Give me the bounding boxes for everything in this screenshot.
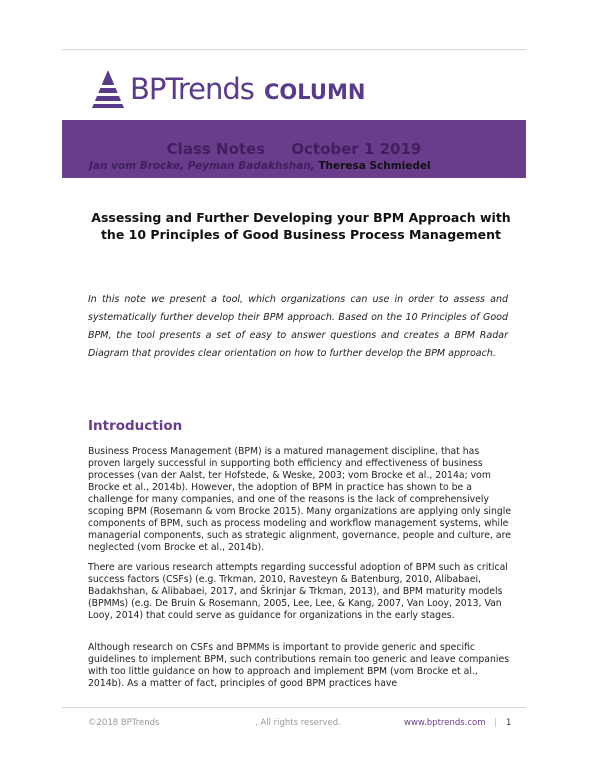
banner-heading: Class Notes October 1 2019 <box>166 140 422 158</box>
authors-main: Jan vom Brocke, Peyman Badakhshan, <box>89 160 319 172</box>
footer-rights: , All rights reserved. <box>255 718 341 728</box>
triangle-logo-icon <box>90 68 126 110</box>
footer-rule <box>62 707 526 708</box>
header-banner <box>62 120 526 178</box>
article-title: Assessing and Further Developing your BPM Approach with the 10 Principles of Good Business Process Management <box>91 210 511 242</box>
authors-last: Theresa Schmiedel <box>318 160 431 172</box>
bptrends-logo <box>90 68 390 112</box>
authors-line <box>89 160 431 172</box>
paragraph: Although research on CSFs and BPMMs is important to provide generic and specific guidelines to implement BPM, such contributions remain too generic and leave companies with too little guidance on how to approach and implement BPM (vom Brocke et al., 2014b). As a matter of fact, principles of good BPM practices have <box>88 642 510 689</box>
footer-website-link[interactable]: www.bptrends.com <box>404 718 486 728</box>
page-number: 1 <box>506 718 512 728</box>
paragraph: Business Process Management (BPM) is a matured management discipline, that has proven largely successful in supporting both efficiency and effectiveness of business processes (van der Aalst, ter Hofstede, & Weske, 2003; vom Brocke et al., 2014a; vom Brocke et al., 2014b). However, the adoption of BPM in practice has shown to be a challenge for many companies, and one of the reasons is the lack of comprehensively scoping BPM (Rosemann & vom Brocke 2015). Many organizations are applying only single components of BPM, such as process modeling and workflow management systems, while managerial components, such as strategic alignment, governance, people and culture, are neglected (vom Brocke et al., 2014b). <box>88 446 512 553</box>
article-abstract: In this note we present a tool, which organizations can use in order to assess and systematically further develop their BPM approach. Based on the 10 Principles of Good BPM, the tool presents a set of easy to answer questions and creates a BPM Radar Diagram that provides clear orientation on how to further develop the BPM approach. <box>88 294 508 359</box>
logo-section-text: COLUMN <box>264 80 366 104</box>
footer-copyright: ©2018 BPTrends <box>88 718 160 728</box>
section-heading-introduction: Introduction <box>88 418 183 434</box>
top-rule <box>62 49 526 50</box>
logo-brand-text: BPTrends <box>130 72 254 106</box>
footer-separator: | <box>494 718 497 728</box>
paragraph: There are various research attempts regarding successful adoption of BPM such as critical success factors (CSFs) (e.g. Trkman, 2010, Ravesteyn & Batenburg, 2010, Alibabaei, Badakhshan, & Alibabaei, 2017, and Škrinjar & Trkman, 2013), and BPM maturity models (BPMMs) (e.g. De Bruin & Rosemann, 2005, Lee, Lee, & Kang, 2007, Van Looy, 2013, Van Looy, 2014) that could serve as guidance for organizations in the early stages. <box>88 562 508 621</box>
